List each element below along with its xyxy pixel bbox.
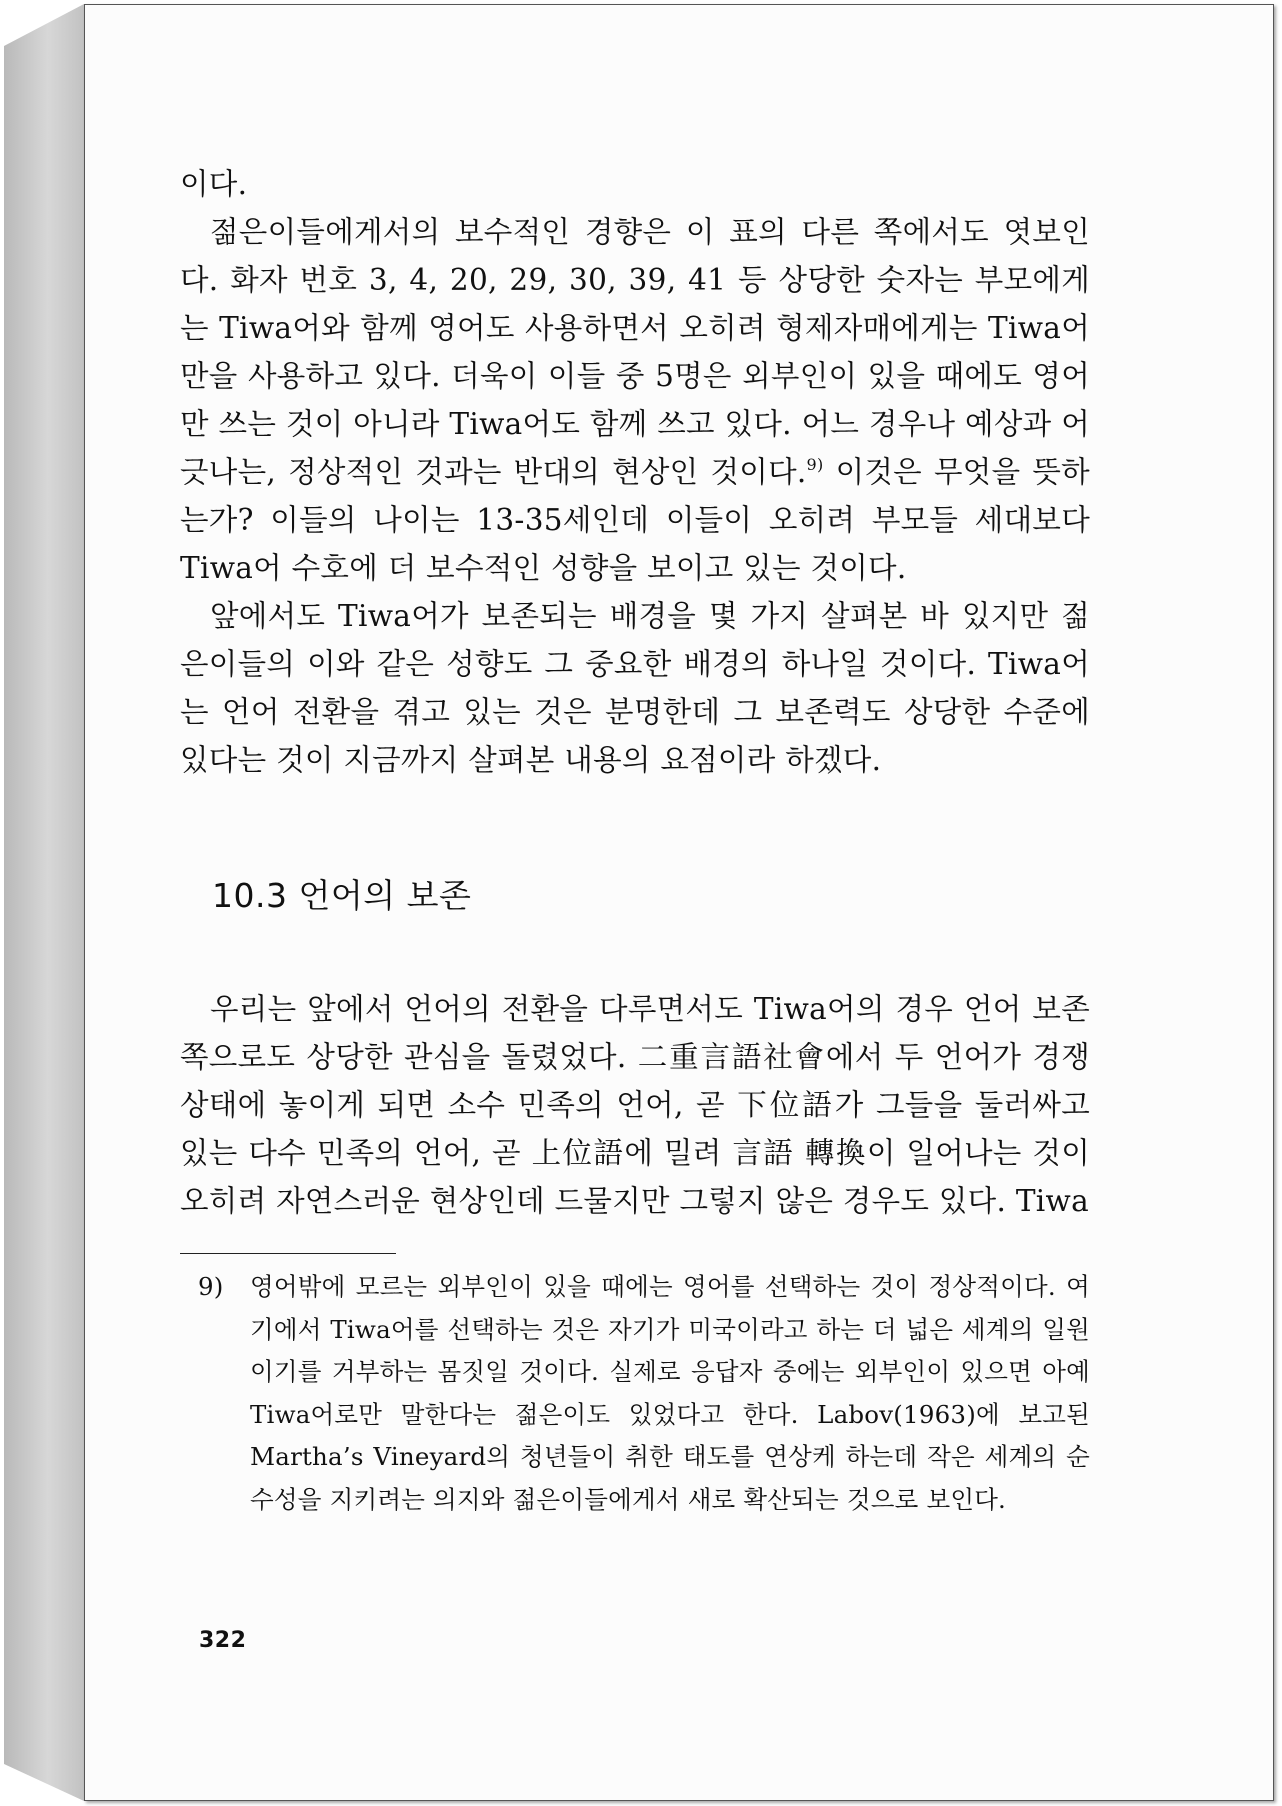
footnote-reference[interactable]: 9) xyxy=(806,455,824,474)
paragraph-2-text: 젊은이들에게서의 보수적인 경향은 이 표의 다른 쪽에서도 엿보인다. 화자 번호 3, 4, 20, 29, 30, 39, 41 등 상당한 숫자는 부모에게는 Tiwa어와 함께 영어도 사용하면서 오히려 형제자매에게는 Tiwa어만을 사용하고 있다. 더욱이 이들 중 5명은 외부인이 있을 때에도 영어만 쓰는 것이 아니라 Tiwa어도 함께 쓰고 있다. 어느 경우나 예상과 어긋나는, 정상적인 것과는 반대의 현상인 것이다. xyxy=(180,215,1090,489)
footnote-text: 영어밖에 모르는 외부인이 있을 때에는 영어를 선택하는 것이 정상적이다. 여기에서 Tiwa어를 선택하는 것은 자기가 미국이라고 하는 더 넓은 세계의 일원이기를 거부하는 몸짓일 것이다. 실제로 응답자 중에는 외부인이 있으면 아예 Tiwa어로만 말한다는 젊은이도 있었다고 한다. Labov(1963)에 보고된 Martha’s Vineyard의 청년들이 취한 태도를 연상케 하는데 작은 세계의 순수성을 지키려는 의지와 젊은이들에게서 새로 확산되는 것으로 보인다. xyxy=(250,1272,1090,1514)
page-content xyxy=(180,160,1090,1521)
paragraph-1: 이다. xyxy=(180,167,248,201)
page-number: 322 xyxy=(199,1628,247,1653)
section-heading: 10.3 언어의 보존 xyxy=(212,876,472,915)
book-spine xyxy=(4,4,84,1801)
footnote-mark: 9) xyxy=(198,1272,224,1301)
footnote-divider xyxy=(180,1253,396,1254)
paragraph-3: 앞에서도 Tiwa어가 보존되는 배경을 몇 가지 살펴본 바 있지만 젊은이들의 이와 같은 성향도 그 중요한 배경의 하나일 것이다. Tiwa어는 언어 전환을 겪고 있는 것은 분명한데 그 보존력도 상당한 수준에 있다는 것이 지금까지 살펴본 내용의 요점이라 하겠다. xyxy=(180,599,1090,777)
paragraph-2-continuation: 이것은 무엇을 뜻하는가? 이들의 나이는 13-35세인데 이들이 오히려 부모들 세대보다 Tiwa어 수호에 더 보수적인 성향을 보이고 있는 것이다. xyxy=(180,455,1090,585)
footnote-9 xyxy=(198,1266,1090,1521)
paragraph-4: 우리는 앞에서 언어의 전환을 다루면서도 Tiwa어의 경우 언어 보존 쪽으로도 상당한 관심을 돌렸었다. 二重言語社會에서 두 언어가 경쟁 상태에 놓이게 되면 소수 민족의 언어, 곧 下位語가 그들을 둘러싸고 있는 다수 민족의 언어, 곧 上位語에 밀려 言語 轉換이 일어나는 것이 오히려 자연스러운 현상인데 드물지만 그렇지 않은 경우도 있다. Tiwa xyxy=(180,992,1090,1218)
paragraph-2 xyxy=(180,208,1090,592)
footnotes xyxy=(180,1266,1090,1521)
